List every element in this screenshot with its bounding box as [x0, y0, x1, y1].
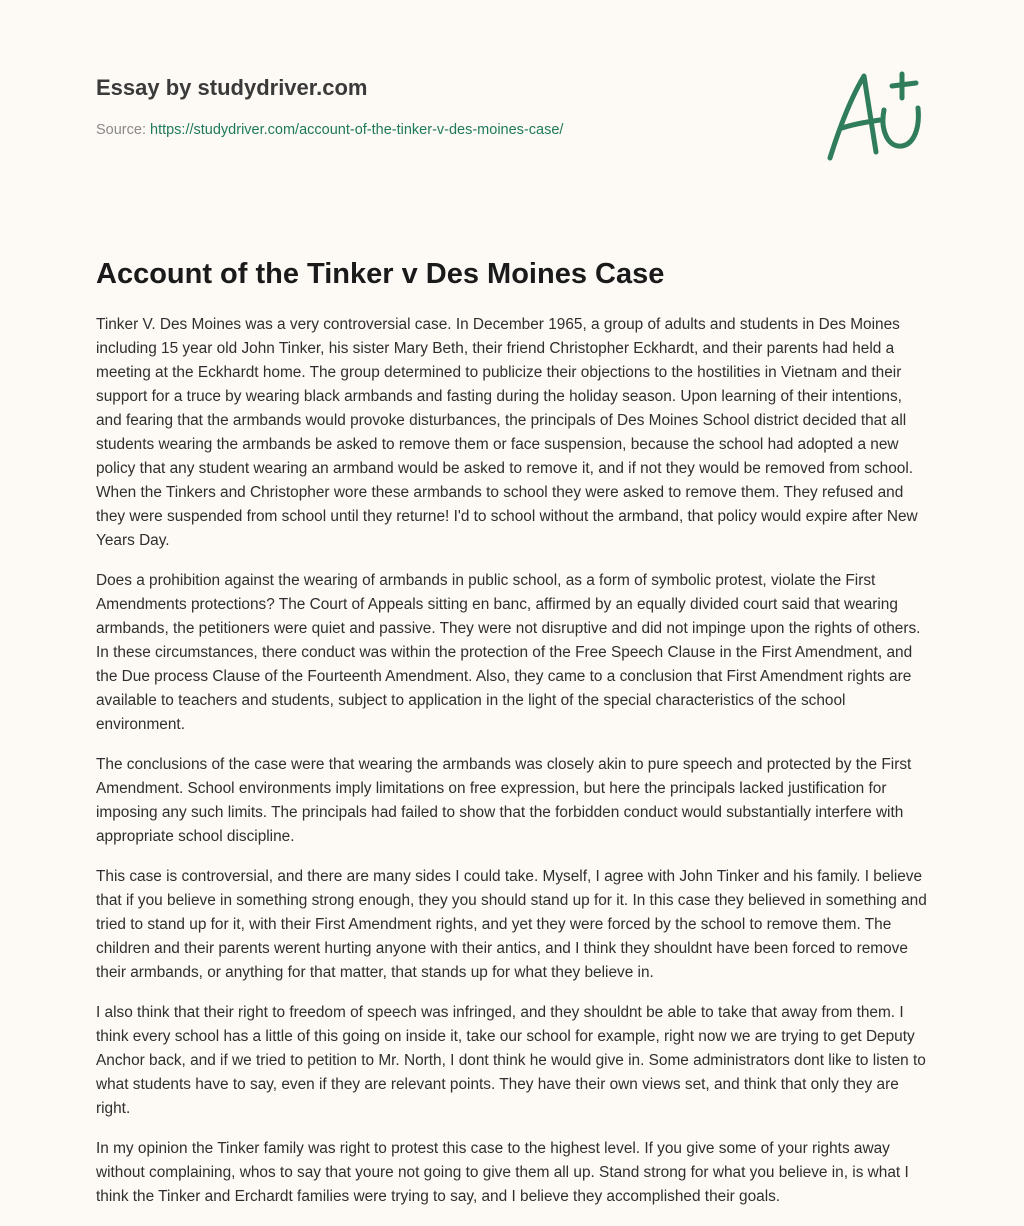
essay-paragraph: Tinker V. Des Moines was a very controversial case. In December 1965, a group of adults and students in Des Moines including 15 year old John Tinker, his sister Mary Beth, their friend Christopher Eckhardt, and their parents had held a meeting at the Eckhardt home. The group determined to publicize their objections to the hostilities in Vietnam and their support for a truce by wearing black armbands and fasting during the holiday season. Upon learning of their intentions, and fearing that the armbands would provoke disturbances, the principals of Des Moines School district decided that all students wearing the armbands be asked to remove them or face suspension, because the school had adopted a new policy that any student wearing an armband would be asked to remove it, and if not they would be removed from school. When the Tinkers and Christopher wore these armbands to school they were asked to remove them. They refused and they were suspended from school until they returne! I'd to school without the armband, that policy would expire after New Years Day. [96, 316, 918, 549]
essay-title: Account of the Tinker v Des Moines Case [96, 258, 665, 290]
essay-body [96, 313, 930, 1225]
a-plus-logo-icon [822, 66, 926, 166]
essay-paragraph: The conclusions of the case were that wearing the armbands was closely akin to pure speech and protected by the First Amendment. School environments imply limitations on free expression, but here the principals lacked justification for imposing any such limits. The principals had failed to show that the forbidden conduct would substantially interfere with appropriate school discipline. [96, 756, 912, 845]
source-line [96, 120, 796, 140]
brand-title: Essay by studydriver.com [96, 75, 368, 100]
essay-paragraph: This case is controversial, and there are many sides I could take. Myself, I agree with John Tinker and his family. I believe that if you believe in something strong enough, they you should stand up for it. In this case they believed in something and tried to stand up for it, with their First Amendment rights, and yet they were forced by the school to remove them. The children and their parents werent hurting anyone with their antics, and I think they shouldnt have been forced to remove their armbands, or anything for that matter, that stands up for what they believe in. [96, 868, 927, 981]
source-label: Source: [96, 122, 150, 138]
essay-paragraph: In my opinion the Tinker family was right to protest this case to the highest level. If you give some of your rights away without complaining, whos to say that youre not going to give them all up. Stand strong for what you believe in, is what I think the Tinker and Erchardt families were trying to say, and I believe they accomplished their goals. [96, 1140, 909, 1205]
source-link[interactable]: https://studydriver.com/account-of-the-tinker-v-des-moines-case/ [150, 122, 564, 138]
essay-paragraph: I also think that their right to freedom of speech was infringed, and they shouldnt be able to take that away from them. I think every school has a little of this going on inside it, take our school for example, right now we are trying to get Deputy Anchor back, and if we tried to petition to Mr. North, I dont think he would give in. Some administrators dont like to listen to what students have to say, even if they are relevant points. They have their own views set, and think that only they are right. [96, 1004, 926, 1117]
page-header [96, 74, 796, 140]
essay-paragraph: Does a prohibition against the wearing of armbands in public school, as a form of symbolic protest, violate the First Amendments protections? The Court of Appeals sitting en banc, affirmed by an equally divided court said that wearing armbands, the petitioners were quiet and passive. They were not disruptive and did not impinge upon the rights of others. In these circumstances, there conduct was within the protection of the Free Speech Clause in the First Amendment, and the Due process Clause of the Fourteenth Amendment. Also, they came to a conclusion that First Amendment rights are available to teachers and students, subject to application in the light of the special characteristics of the school environment. [96, 572, 921, 733]
